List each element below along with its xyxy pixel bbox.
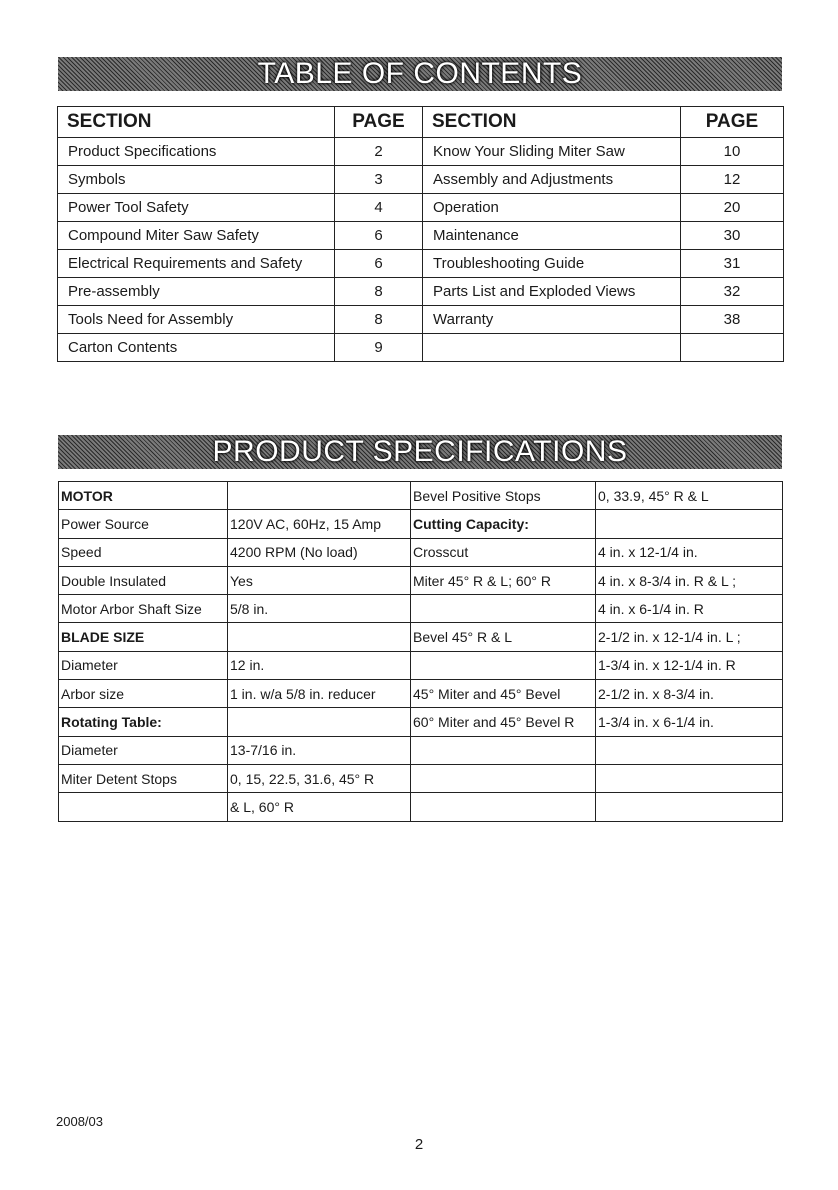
spec-label: Cutting Capacity: (411, 510, 596, 538)
toc-page: 30 (681, 222, 784, 250)
toc-page: 3 (335, 166, 423, 194)
toc-section: Symbols (58, 166, 335, 194)
spec-table (58, 481, 783, 822)
spec-label: Miter Detent Stops (59, 764, 228, 792)
spec-value: 4 in. x 8-3/4 in. R & L ; (596, 566, 783, 594)
toc-page: 8 (335, 278, 423, 306)
toc-header-row (58, 107, 784, 138)
spec-label: 45° Miter and 45° Bevel (411, 680, 596, 708)
spec-row (59, 793, 783, 821)
spec-row (59, 510, 783, 538)
spec-value: 1 in. w/a 5/8 in. reducer (228, 680, 411, 708)
toc-page: 20 (681, 194, 784, 222)
toc-page: 9 (335, 334, 423, 362)
toc-section: Pre-assembly (58, 278, 335, 306)
footer-page-number: 2 (414, 1136, 424, 1153)
spec-label: Speed (59, 538, 228, 566)
toc-row (58, 166, 784, 194)
toc-page: 4 (335, 194, 423, 222)
toc-section: Electrical Requirements and Safety (58, 250, 335, 278)
spec-label: Miter 45° R & L; 60° R (411, 566, 596, 594)
spec-label (411, 595, 596, 623)
spec-value: 0, 15, 22.5, 31.6, 45° R (228, 764, 411, 792)
spec-row (59, 595, 783, 623)
spec-label: Arbor size (59, 680, 228, 708)
toc-section: Power Tool Safety (58, 194, 335, 222)
toc-row (58, 222, 784, 250)
spec-label: Double Insulated (59, 566, 228, 594)
toc-page: 38 (681, 306, 784, 334)
toc-section: Know Your Sliding Miter Saw (423, 138, 681, 166)
toc-page (681, 334, 784, 362)
toc-section (423, 334, 681, 362)
spec-value: 5/8 in. (228, 595, 411, 623)
toc-page: 31 (681, 250, 784, 278)
spec-label: Motor Arbor Shaft Size (59, 595, 228, 623)
spec-label (411, 793, 596, 821)
spec-value: 1-3/4 in. x 12-1/4 in. R (596, 651, 783, 679)
spec-value (228, 482, 411, 510)
toc-page: 6 (335, 222, 423, 250)
spec-value: 1-3/4 in. x 6-1/4 in. (596, 708, 783, 736)
toc-section: Warranty (423, 306, 681, 334)
spec-row (59, 680, 783, 708)
toc-page: 6 (335, 250, 423, 278)
spec-value: 13-7/16 in. (228, 736, 411, 764)
toc-header-page: PAGE (681, 107, 784, 138)
toc-section: Operation (423, 194, 681, 222)
footer-date: 2008/03 (56, 1114, 103, 1129)
spec-label (411, 651, 596, 679)
toc-title-banner (58, 57, 782, 91)
spec-row (59, 566, 783, 594)
spec-label: Diameter (59, 736, 228, 764)
spec-value: 4 in. x 12-1/4 in. (596, 538, 783, 566)
toc-section: Parts List and Exploded Views (423, 278, 681, 306)
spec-label (411, 736, 596, 764)
spec-row (59, 538, 783, 566)
toc-page: 12 (681, 166, 784, 194)
spec-label: 60° Miter and 45° Bevel R (411, 708, 596, 736)
spec-row (59, 764, 783, 792)
spec-row (59, 708, 783, 736)
spec-row (59, 651, 783, 679)
spec-value (596, 793, 783, 821)
spec-value: Yes (228, 566, 411, 594)
toc-header-section: SECTION (423, 107, 681, 138)
spec-value (228, 623, 411, 651)
toc-row (58, 250, 784, 278)
spec-title-banner (58, 435, 782, 469)
spec-label: BLADE SIZE (59, 623, 228, 651)
toc-title: TABLE OF CONTENTS (257, 57, 583, 90)
spec-label: Diameter (59, 651, 228, 679)
spec-value: 4 in. x 6-1/4 in. R (596, 595, 783, 623)
toc-section: Troubleshooting Guide (423, 250, 681, 278)
toc-row (58, 194, 784, 222)
spec-value (228, 708, 411, 736)
toc-row (58, 138, 784, 166)
spec-label (59, 793, 228, 821)
toc-section: Maintenance (423, 222, 681, 250)
spec-value: 4200 RPM (No load) (228, 538, 411, 566)
spec-label (411, 764, 596, 792)
spec-row (59, 736, 783, 764)
toc-row (58, 278, 784, 306)
toc-section: Product Specifications (58, 138, 335, 166)
spec-value (596, 764, 783, 792)
spec-label: Bevel Positive Stops (411, 482, 596, 510)
spec-value: 2-1/2 in. x 12-1/4 in. L ; (596, 623, 783, 651)
spec-value: 0, 33.9, 45° R & L (596, 482, 783, 510)
toc-section: Assembly and Adjustments (423, 166, 681, 194)
toc-page: 10 (681, 138, 784, 166)
spec-value (596, 736, 783, 764)
spec-row (59, 482, 783, 510)
toc-table (57, 106, 784, 362)
spec-value: & L, 60° R (228, 793, 411, 821)
spec-title: PRODUCT SPECIFICATIONS (212, 435, 628, 468)
spec-label: MOTOR (59, 482, 228, 510)
spec-label: Rotating Table: (59, 708, 228, 736)
spec-label: Crosscut (411, 538, 596, 566)
toc-page: 2 (335, 138, 423, 166)
toc-page: 32 (681, 278, 784, 306)
spec-value: 120V AC, 60Hz, 15 Amp (228, 510, 411, 538)
toc-row (58, 306, 784, 334)
spec-value (596, 510, 783, 538)
spec-label: Power Source (59, 510, 228, 538)
toc-header-page: PAGE (335, 107, 423, 138)
toc-header-section: SECTION (58, 107, 335, 138)
spec-value: 12 in. (228, 651, 411, 679)
spec-label: Bevel 45° R & L (411, 623, 596, 651)
toc-section: Compound Miter Saw Safety (58, 222, 335, 250)
toc-section: Tools Need for Assembly (58, 306, 335, 334)
toc-section: Carton Contents (58, 334, 335, 362)
spec-row (59, 623, 783, 651)
spec-value: 2-1/2 in. x 8-3/4 in. (596, 680, 783, 708)
toc-page: 8 (335, 306, 423, 334)
toc-row (58, 334, 784, 362)
